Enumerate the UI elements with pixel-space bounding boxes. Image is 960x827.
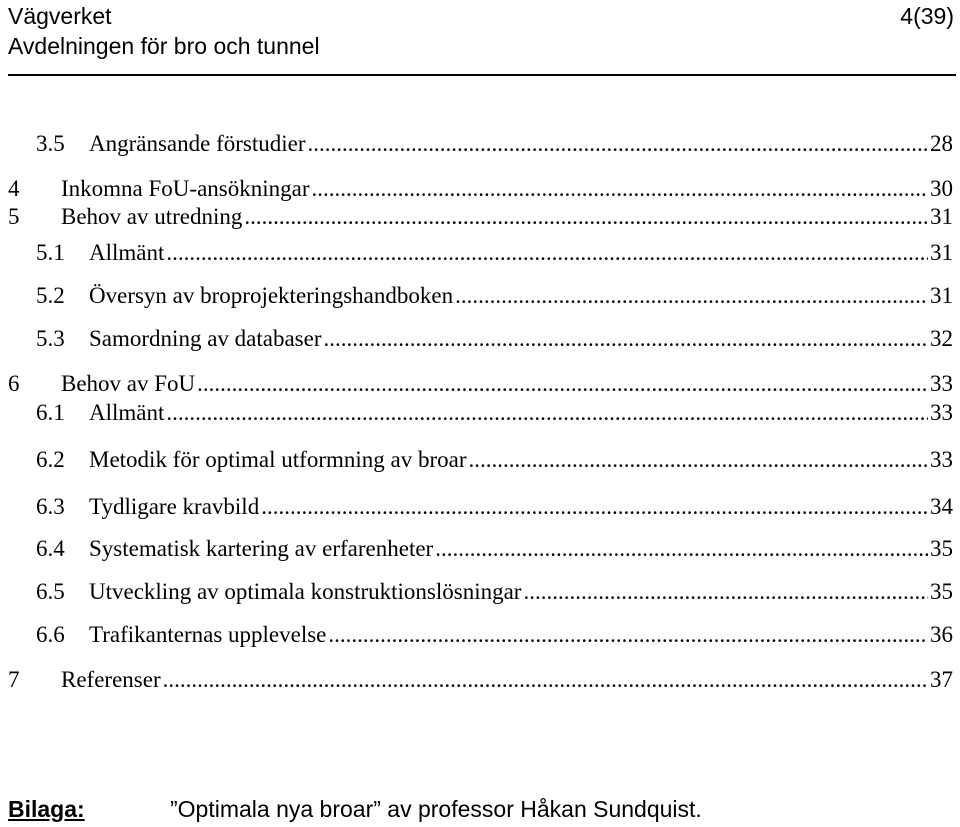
toc-entry[interactable] xyxy=(36,577,953,607)
toc-dot-leader xyxy=(163,665,928,695)
toc-entry-title: Trafikanternas upplevelse xyxy=(89,622,327,647)
toc-entry-number: 5.3 xyxy=(36,326,65,351)
toc-entry-title: Allmänt xyxy=(89,240,165,265)
toc-entry-page: 30 xyxy=(930,176,953,201)
toc-entry-title: Utveckling av optimala konstruktionslösningar xyxy=(89,579,522,604)
toc-entry-title: Angränsande förstudier xyxy=(89,131,306,156)
toc-entry-number: 6.5 xyxy=(36,579,65,604)
toc-entry-number: 6.1 xyxy=(36,400,65,425)
toc-entry-number: 7 xyxy=(8,667,20,692)
toc-entry-title: Referenser xyxy=(61,667,161,692)
toc-entry-title: Allmänt xyxy=(89,400,165,425)
toc-entry-title: Behov av FoU xyxy=(61,371,196,396)
toc-dot-leader xyxy=(328,620,928,650)
toc-entry-number: 6 xyxy=(8,371,20,396)
toc-entry-page: 34 xyxy=(930,494,953,519)
toc-entry[interactable] xyxy=(36,534,953,564)
toc-entry-page: 31 xyxy=(930,240,953,265)
toc-entry-number: 6.2 xyxy=(36,447,65,472)
toc-entry[interactable] xyxy=(8,369,953,399)
toc-dot-leader xyxy=(323,324,928,354)
toc-entry-number: 6.3 xyxy=(36,494,65,519)
toc-dot-leader xyxy=(312,174,929,204)
toc-entry-title: Tydligare kravbild xyxy=(89,494,260,519)
toc-entry[interactable] xyxy=(36,445,953,475)
toc-entry-number: 5.2 xyxy=(36,283,65,308)
toc-entry-page: 35 xyxy=(930,579,953,604)
toc-entry-page: 32 xyxy=(930,326,953,351)
toc-entry[interactable] xyxy=(8,202,953,232)
toc-entry-title: Översyn av broprojekteringshandboken xyxy=(89,283,454,308)
toc-entry[interactable] xyxy=(36,492,953,522)
toc-entry-title: Systematisk kartering av erfarenheter xyxy=(89,536,434,561)
toc-entry-title: Samordning av databaser xyxy=(89,326,322,351)
toc-dot-leader xyxy=(455,281,928,311)
toc-entry[interactable] xyxy=(36,324,953,354)
toc-entry-number: 3.5 xyxy=(36,131,65,156)
toc-entry[interactable] xyxy=(8,174,953,204)
toc-entry[interactable] xyxy=(8,665,953,695)
toc-entry-page: 31 xyxy=(930,283,953,308)
toc-entry-title: Inkomna FoU-ansökningar xyxy=(61,176,310,201)
toc-entry-title: Metodik för optimal utformning av broar xyxy=(89,447,467,472)
toc-entry[interactable] xyxy=(36,281,953,311)
appendix-note xyxy=(8,794,958,824)
toc-entry-number: 6.6 xyxy=(36,622,65,647)
toc-entry-number: 4 xyxy=(8,176,20,201)
toc-dot-leader xyxy=(197,369,928,399)
toc-dot-leader xyxy=(244,202,928,232)
toc-dot-leader xyxy=(166,398,928,428)
department-name: Avdelningen för bro och tunnel xyxy=(8,33,320,59)
toc-dot-leader xyxy=(435,534,928,564)
toc-entry[interactable] xyxy=(36,238,953,268)
toc-entry-title: Behov av utredning xyxy=(61,204,243,229)
toc-entry-page: 37 xyxy=(930,667,953,692)
toc-entry-page: 31 xyxy=(930,204,953,229)
toc-entry-page: 33 xyxy=(930,371,953,396)
toc-dot-leader xyxy=(308,129,928,159)
toc-entry-number: 6.4 xyxy=(36,536,65,561)
toc-entry-page: 33 xyxy=(930,447,953,472)
toc-entry-number: 5 xyxy=(8,204,20,229)
toc-dot-leader xyxy=(469,445,928,475)
toc-dot-leader xyxy=(166,238,928,268)
toc-entry-page: 28 xyxy=(930,131,953,156)
toc-entry-page: 36 xyxy=(930,622,953,647)
toc-entry[interactable] xyxy=(36,398,953,428)
appendix-text: ”Optimala nya broar” av professor Håkan Sundquist. xyxy=(170,796,702,822)
toc-dot-leader xyxy=(523,577,928,607)
toc-entry-page: 35 xyxy=(930,536,953,561)
organization-name: Vägverket xyxy=(8,3,112,29)
toc-dot-leader xyxy=(261,492,928,522)
toc-entry-page: 33 xyxy=(930,400,953,425)
appendix-label: Bilaga: xyxy=(8,796,85,822)
page-number: 4(39) xyxy=(900,3,954,29)
toc-entry[interactable] xyxy=(36,620,953,650)
toc-entry-number: 5.1 xyxy=(36,240,65,265)
toc-entry[interactable] xyxy=(36,129,953,159)
